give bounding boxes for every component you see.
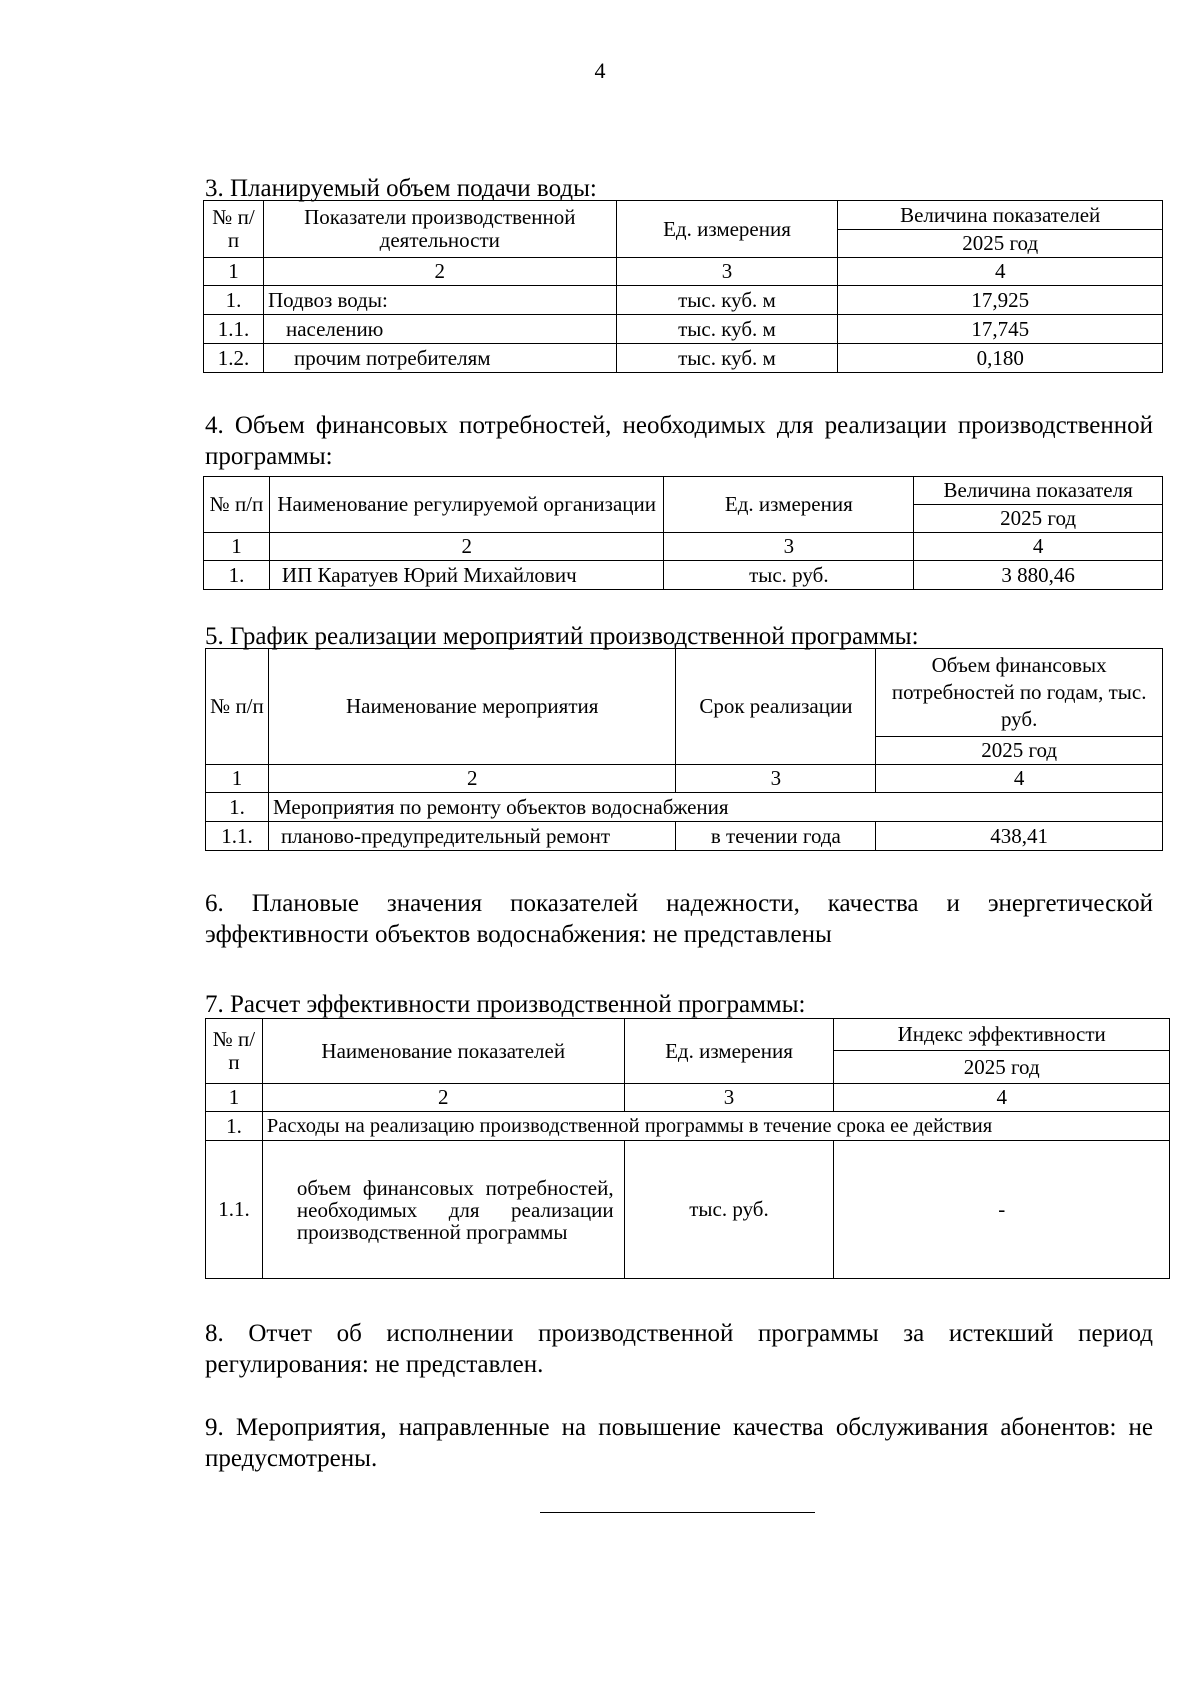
row-value: 438,41: [876, 822, 1163, 851]
col-num: 1: [206, 765, 269, 793]
col-num: 4: [838, 258, 1163, 286]
section4-heading: 4. Объем финансовых потребностей, необходимых для реализации производственной программы:: [205, 412, 1153, 470]
row-num: 1.: [206, 793, 269, 822]
header-organization: Наименование регулируемой организации: [269, 477, 664, 533]
row-unit: тыс. руб.: [664, 561, 914, 590]
section3-heading: 3. Планируемый объем подачи воды:: [205, 175, 597, 202]
table-row: [204, 344, 1163, 373]
header-year: 2025 год: [834, 1051, 1170, 1084]
table-row: [206, 822, 1163, 851]
col-num: 4: [914, 533, 1163, 561]
col-num: 3: [664, 533, 914, 561]
header-num: № п/п: [204, 477, 270, 533]
efficiency-table: [205, 1018, 1170, 1279]
table-row: [204, 561, 1163, 590]
section8-text: 8. Отчет об исполнении производственной программы за истекший период регулирования: не представлен.: [205, 1320, 1153, 1378]
header-value: Величина показателей: [838, 201, 1163, 230]
page-number: 4: [594, 58, 606, 83]
col-num: 1: [204, 258, 264, 286]
header-activity: Наименование мероприятия: [268, 649, 676, 765]
header-unit: Ед. измерения: [664, 477, 914, 533]
table-row: [206, 793, 1163, 822]
row-num: 1.1.: [206, 1141, 263, 1279]
header-unit: Ед. измерения: [616, 201, 838, 258]
col-num: 2: [263, 258, 616, 286]
row-value: 17,925: [838, 286, 1163, 315]
row-name: Подвоз воды:: [263, 286, 616, 315]
col-num: 1: [204, 533, 270, 561]
header-year: 2025 год: [876, 737, 1163, 765]
water-supply-table: [203, 200, 1163, 373]
header-year: 2025 год: [914, 505, 1163, 533]
section9-text: 9. Мероприятия, направленные на повышение качества обслуживания абонентов: не предусмотрены.: [205, 1414, 1153, 1472]
col-num: 3: [616, 258, 838, 286]
row-num: 1.1.: [204, 315, 264, 344]
header-num: № п/п: [204, 201, 264, 258]
row-num: 1.2.: [204, 344, 264, 373]
table-row: [204, 286, 1163, 315]
group-row-name: Мероприятия по ремонту объектов водоснабжения: [268, 793, 1162, 822]
header-indicator: Наименование показателей: [262, 1019, 624, 1084]
row-unit: тыс. куб. м: [616, 315, 838, 344]
row-value: 17,745: [838, 315, 1163, 344]
header-indicator: Показатели производственной деятельности: [263, 201, 616, 258]
row-unit: тыс. руб.: [624, 1141, 834, 1279]
row-term: в течении года: [676, 822, 876, 851]
row-indicator: объем финансовых потребностей, необходимых для реализации производственной программы: [262, 1141, 624, 1279]
group-row-name: Расходы на реализацию производственной программы в течение срока ее действия: [262, 1112, 1169, 1141]
row-organization: ИП Каратуев Юрий Михайлович: [269, 561, 664, 590]
header-value: Величина показателя: [914, 477, 1163, 505]
section6-text: 6. Плановые значения показателей надежности, качества и энергетической эффективности объектов водоснабжения: не представлены: [205, 890, 1153, 948]
header-unit: Ед. измерения: [624, 1019, 834, 1084]
table-row: [206, 1112, 1170, 1141]
col-num: 2: [269, 533, 664, 561]
row-num: 1.1.: [206, 822, 269, 851]
col-num: 3: [676, 765, 876, 793]
row-value: 0,180: [838, 344, 1163, 373]
table-row: [204, 315, 1163, 344]
row-num: 1.: [204, 561, 270, 590]
end-divider: [540, 1512, 815, 1513]
col-num: 2: [268, 765, 676, 793]
row-value: 3 880,46: [914, 561, 1163, 590]
row-activity: планово-предупредительный ремонт: [268, 822, 676, 851]
row-name: населению: [263, 315, 616, 344]
header-num: № п/п: [206, 1019, 263, 1084]
section5-heading: 5. График реализации мероприятий производственной программы:: [205, 623, 919, 650]
header-value: Объем финансовых потребностей по годам, тыс. руб.: [876, 649, 1163, 737]
financial-needs-table: [203, 476, 1163, 590]
col-num: 4: [876, 765, 1163, 793]
row-unit: тыс. куб. м: [616, 344, 838, 373]
col-num: 4: [834, 1084, 1170, 1112]
col-num: 1: [206, 1084, 263, 1112]
row-unit: тыс. куб. м: [616, 286, 838, 315]
schedule-table: [205, 648, 1163, 851]
col-num: 3: [624, 1084, 834, 1112]
row-num: 1.: [206, 1112, 263, 1141]
col-num: 2: [262, 1084, 624, 1112]
row-name: прочим потребителям: [263, 344, 616, 373]
header-year: 2025 год: [838, 230, 1163, 258]
section7-heading: 7. Расчет эффективности производственной программы:: [205, 991, 806, 1018]
header-value: Индекс эффективности: [834, 1019, 1170, 1051]
header-term: Срок реализации: [676, 649, 876, 765]
header-num: № п/п: [206, 649, 269, 765]
row-value: -: [834, 1141, 1170, 1279]
row-num: 1.: [204, 286, 264, 315]
table-row: [206, 1141, 1170, 1279]
